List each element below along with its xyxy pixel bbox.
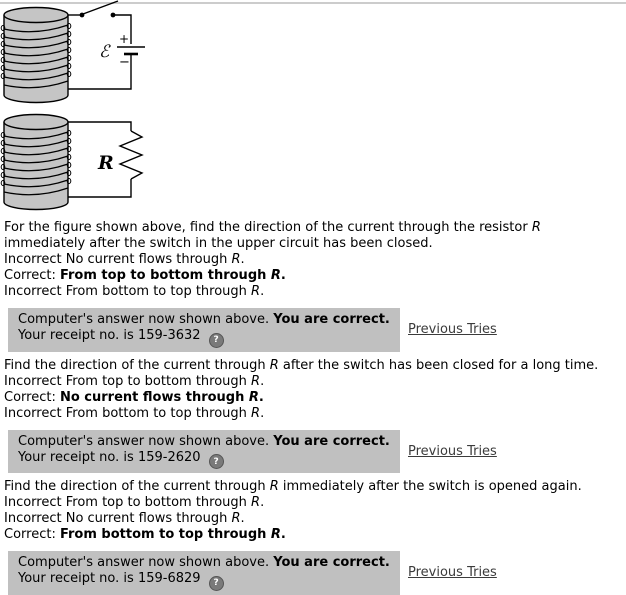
question-text: Find the direction of the current through <box>4 357 270 373</box>
question-text: Find the direction of the current through <box>4 479 270 494</box>
feedback-box <box>8 551 400 595</box>
feedback-answer-line <box>18 555 400 571</box>
receipt-number: 159-3632 <box>137 328 201 343</box>
resistor-zigzag-icon <box>120 131 142 179</box>
feedback-row-3 <box>8 551 626 595</box>
feedback-answer-text: Computer's answer now shown above. <box>18 433 274 449</box>
feedback-row-1 <box>8 308 626 352</box>
resistor-symbol: R <box>269 479 279 494</box>
receipt-number: 159-6829 <box>137 571 201 586</box>
choice-incorrect: Incorrect From top to bottom through R. <box>4 373 265 389</box>
switch-contact-left <box>80 13 85 18</box>
receipt-number: 159-2620 <box>137 449 201 465</box>
feedback-answer-line <box>18 434 400 450</box>
circuit-figure <box>0 0 220 218</box>
secondary-coil-icon <box>1 115 71 210</box>
feedback-receipt-line <box>18 328 400 348</box>
previous-tries-link[interactable]: Previous Tries <box>408 443 497 459</box>
feedback-correct-text: You are correct. <box>273 312 390 327</box>
question-3 <box>0 479 626 543</box>
question-3-text: Find the direction of the current through R immediately after the switch is opened again. <box>4 479 582 494</box>
feedback-box <box>8 308 400 352</box>
help-icon[interactable]: ? <box>209 333 224 348</box>
feedback-answer-text: Computer's answer now shown above. <box>18 312 274 327</box>
question-1-text-line-1 <box>4 220 626 236</box>
choice-incorrect: Incorrect From bottom to top through R. <box>4 284 265 299</box>
resistor-symbol: R <box>531 220 541 235</box>
feedback-answer-text: Computer's answer now shown above. <box>18 555 274 570</box>
help-icon[interactable]: ? <box>209 454 224 469</box>
choice-correct: Correct: No current flows through R. <box>4 389 264 405</box>
question-2-text: Find the direction of the current through R after the switch has been closed for a long time. <box>4 357 599 373</box>
question-1 <box>0 220 626 300</box>
switch-lever-icon <box>83 1 118 14</box>
choice-correct: Correct: From top to bottom through R. <box>4 268 286 283</box>
feedback-row-2 <box>8 430 626 474</box>
feedback-box <box>8 430 400 474</box>
previous-tries-link[interactable]: Previous Tries <box>408 565 497 581</box>
circuit-diagram <box>0 0 220 218</box>
feedback-answer-line <box>18 312 400 328</box>
switch-contact-right <box>111 13 116 18</box>
previous-tries-link[interactable]: Previous Tries <box>408 322 497 338</box>
resistor-symbol: R <box>269 357 279 373</box>
choice-incorrect: Incorrect From bottom to top through R. <box>4 405 265 421</box>
receipt-label: Your receipt no. is <box>18 571 138 586</box>
resistor-label: R <box>98 152 114 174</box>
battery-plus-label: + <box>119 32 130 46</box>
question-text: immediately after the switch in the upper circuit has been closed. <box>4 236 433 251</box>
battery-minus-label: − <box>119 55 130 70</box>
feedback-correct-text: You are correct. <box>273 433 390 449</box>
feedback-receipt-line <box>18 571 400 591</box>
choice-incorrect: Incorrect From top to bottom through R. <box>4 495 265 510</box>
question-1-text-line-2 <box>4 236 626 252</box>
feedback-correct-text: You are correct. <box>273 555 390 570</box>
feedback-receipt-line <box>18 450 400 470</box>
question-text: For the figure shown above, find the direction of the current through the resistor <box>4 220 532 235</box>
receipt-label: Your receipt no. is <box>18 328 138 343</box>
choice-incorrect: Incorrect No current flows through R. <box>4 511 245 526</box>
choice-incorrect: Incorrect No current flows through R. <box>4 252 245 267</box>
coil-icon <box>1 8 71 103</box>
receipt-label: Your receipt no. is <box>18 449 138 465</box>
question-2 <box>0 358 626 422</box>
help-icon[interactable]: ? <box>209 576 224 591</box>
emf-label: ℰ <box>99 42 110 62</box>
choice-correct: Correct: From bottom to top through R. <box>4 527 286 542</box>
